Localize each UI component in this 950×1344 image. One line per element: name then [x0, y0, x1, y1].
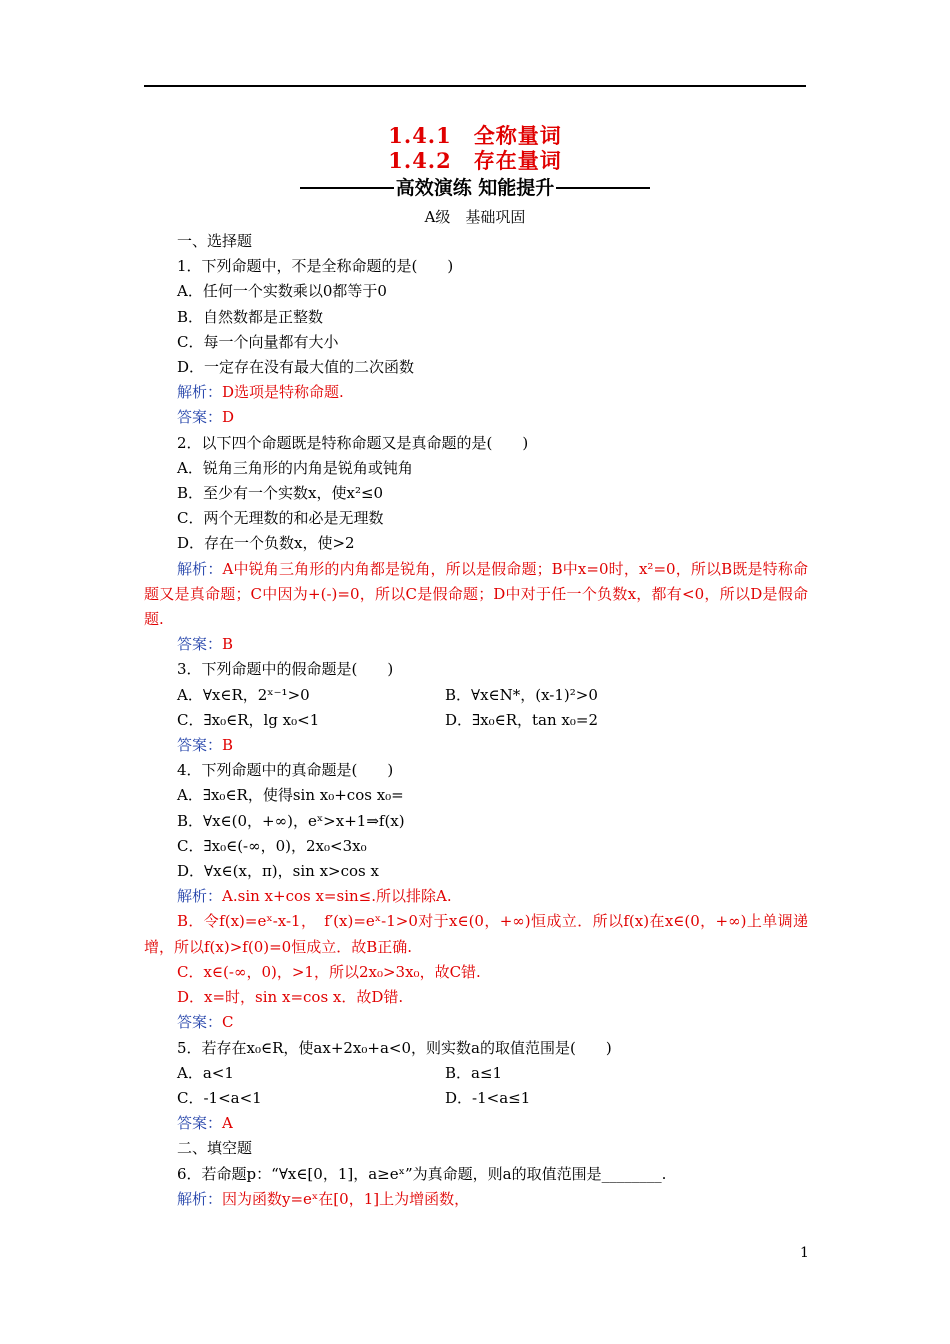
header-rule [144, 85, 806, 87]
option: B．∀x∈N*，(x-1)²>0 [445, 685, 598, 704]
analysis-label: 解析： [177, 383, 223, 402]
answer-label: 答案： [177, 408, 223, 427]
answer [144, 1111, 808, 1136]
level-heading: A级 基础巩固 [424, 208, 526, 226]
option: B．自然数都是正整数 [177, 307, 324, 326]
question-stem: 6．若命题p：“∀x∈[0，1]，a≥eˣ”为真命题，则a的取值范围是________. [177, 1164, 667, 1183]
option-row [144, 708, 808, 733]
answer [144, 1010, 808, 1035]
question-stem: 1．下列命题中，不是全称命题的是( ) [177, 257, 454, 276]
answer-value: C [222, 1013, 234, 1032]
document-body [144, 229, 808, 1212]
analysis-text: C．x∈(-∞，0)，>1，所以2x₀>3x₀，故C错. [177, 962, 481, 981]
answer-label: 答案： [177, 736, 223, 755]
title-1: 1.4.1 全称量词 [388, 123, 562, 148]
option: C．每一个向量都有大小 [177, 332, 339, 351]
question-stem: 4．下列命题中的真命题是( ) [177, 761, 394, 780]
option: B．a≤1 [445, 1063, 503, 1082]
answer [144, 632, 808, 657]
analysis-text: 因为函数y=eˣ在[0，1]上为增函数， [222, 1189, 470, 1208]
analysis-text: D选项是特称命题. [222, 383, 344, 402]
title-2: 1.4.2 存在量词 [388, 148, 562, 173]
option-row [144, 683, 808, 708]
analysis-text: A中锐角三角形的内角都是锐角，所以是假命题；B中x=0时，x²=0，所以B既是特称命题又是真命题；C中因为+(-)=0，所以C是假命题；D中对于任一个负数x，都有<0，所以D是假命题. [144, 559, 808, 629]
analysis [144, 380, 808, 405]
option: B．∀x∈(0，+∞)，eˣ>x+1⇒f(x) [177, 811, 405, 830]
option: A．∀x∈R，2ˣ⁻¹>0 [177, 685, 310, 704]
analysis [144, 1187, 808, 1212]
option: D．∀x∈(x，π)，sin x>cos x [177, 862, 379, 881]
question-stem: 3．下列命题中的假命题是( ) [177, 660, 394, 679]
analysis-text: B．令f(x)=eˣ-x-1， f′(x)=eˣ-1>0对于x∈(0，+∞)恒成立．所以f(x)在x∈(0，+∞)上单调递增，所以f(x)>f(0)=0恒成立．故B正确. [144, 912, 808, 956]
option: A．锐角三角形的内角是锐角或钝角 [177, 458, 413, 477]
option: D．-1<a≤1 [445, 1088, 531, 1107]
option: A．a<1 [177, 1063, 234, 1082]
option-row [144, 1086, 808, 1111]
option: C．∃x₀∈(-∞，0)，2x₀<3x₀ [177, 836, 367, 855]
answer-label: 答案： [177, 1013, 223, 1032]
option: D．一定存在没有最大值的二次函数 [177, 358, 415, 377]
banner [300, 176, 650, 200]
answer-label: 答案： [177, 635, 223, 654]
answer-value: B [222, 736, 234, 755]
option-row [144, 1061, 808, 1086]
banner-text: 高效演练 知能提升 [395, 177, 555, 199]
page-number: 1 [800, 1245, 809, 1261]
question-stem: 2．以下四个命题既是特称命题又是真命题的是( ) [177, 433, 529, 452]
analysis-label: 解析： [177, 559, 223, 578]
question-stem: 5．若存在x₀∈R，使ax+2x₀+a<0，则实数a的取值范围是( ) [177, 1038, 612, 1057]
answer-value: B [222, 635, 234, 654]
answer-value: D [222, 408, 235, 427]
option: C．-1<a<1 [177, 1088, 262, 1107]
analysis-text: A.sin x+cos x=sin≤.所以排除A. [222, 887, 452, 906]
option: B．至少有一个实数x，使x²≤0 [177, 484, 384, 503]
option: C．两个无理数的和必是无理数 [177, 509, 384, 528]
section-heading: 一、选择题 [177, 232, 253, 250]
analysis [144, 884, 808, 909]
section-heading: 二、填空题 [177, 1139, 253, 1158]
analysis-text: D．x=时，sin x=cos x．故D错. [177, 988, 404, 1007]
option: C．∃x₀∈R，lg x₀<1 [177, 710, 320, 729]
analysis [144, 557, 808, 633]
answer-value: A [222, 1114, 233, 1133]
analysis-label: 解析： [177, 1189, 223, 1208]
analysis-label: 解析： [177, 887, 223, 906]
option: D．∃x₀∈R，tan x₀=2 [445, 710, 599, 729]
option: A．∃x₀∈R，使得sin x₀+cos x₀= [177, 786, 404, 805]
option: D．存在一个负数x，使>2 [177, 534, 355, 553]
answer [144, 405, 808, 430]
answer-label: 答案： [177, 1114, 223, 1133]
answer [144, 733, 808, 758]
option: A．任何一个实数乘以0都等于0 [177, 282, 387, 301]
